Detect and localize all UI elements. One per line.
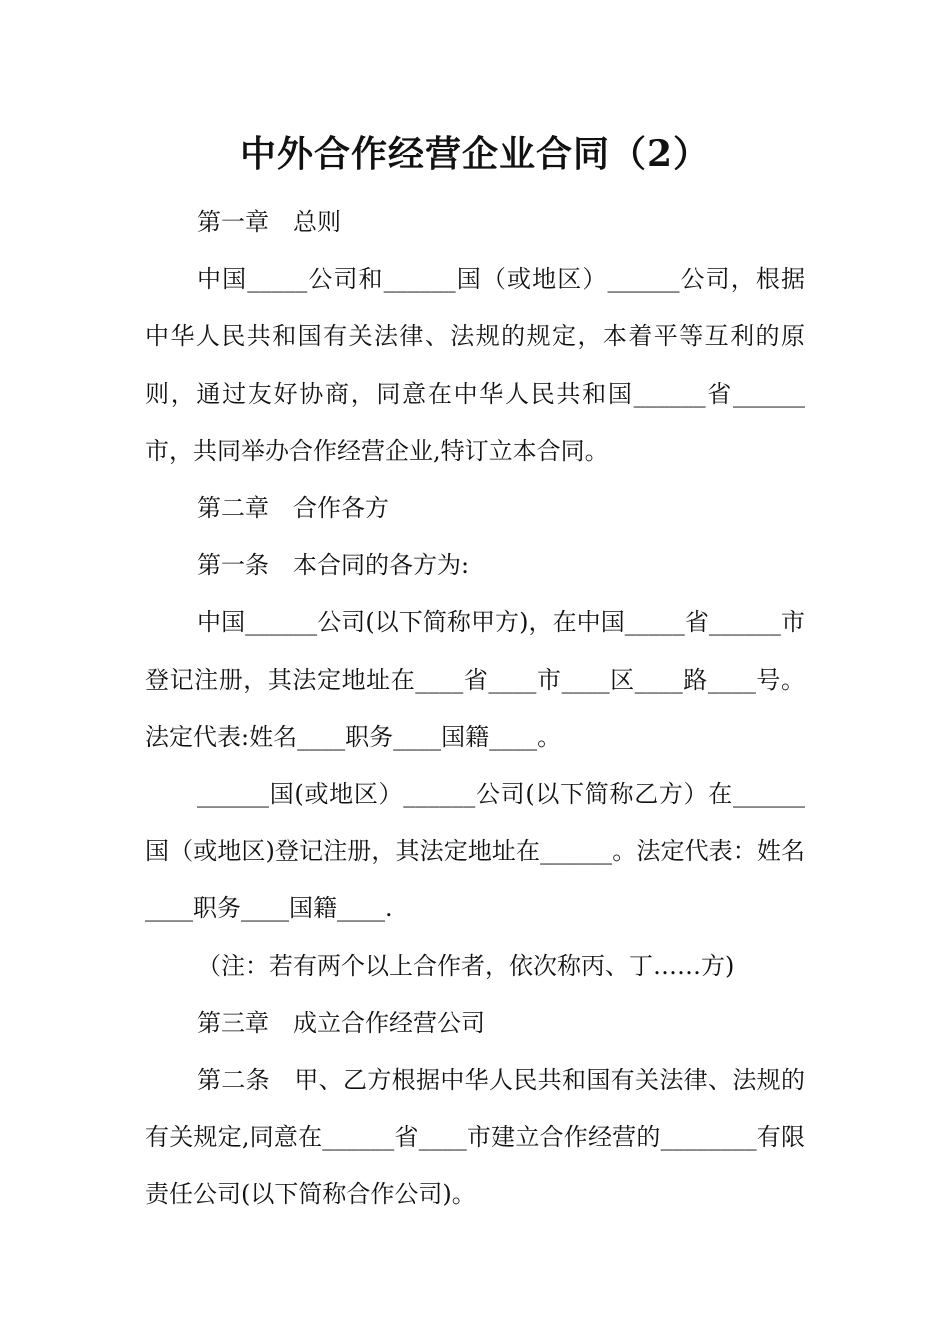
- chapter-2-heading: 第二章 合作各方: [197, 494, 389, 523]
- party-a-paragraph: 中国______公司(以下简称甲方)，在中国_____省______市登记注册，其法定地址在____省____市____区____路____号。法定代表:姓名____职务____国籍____。: [145, 608, 805, 751]
- preamble-paragraph: 中国_____公司和______国（或地区）______公司，根据中华人民共和国有关法律、法规的规定，本着平等互利的原则，通过友好协商，同意在中华人民共和国______省______市，共同举办合作经营企业,特订立本合同。: [145, 265, 805, 465]
- note-paragraph: （注：若有两个以上合作者，依次称丙、丁……方): [197, 951, 735, 980]
- chapter-1-heading: 第一章 总则: [197, 208, 341, 236]
- article-2-paragraph: 第二条 甲、乙方根据中华人民共和国有关法律、法规的有关规定,同意在______省____市建立合作经营的________有限责任公司(以下简称合作公司)。: [145, 1066, 805, 1209]
- article-1-paragraph: 第一条 本合同的各方为:: [197, 551, 470, 580]
- chapter-3-heading: 第三章 成立合作经营公司: [197, 1008, 485, 1037]
- document-title: 中外合作经营企业合同（2）: [239, 133, 711, 175]
- party-b-paragraph: ______国(或地区）______公司(以下简称乙方）在______国（或地区)登记注册，其法定地址在______。法定代表：姓名____职务____国籍____.: [145, 780, 805, 923]
- document-body: [145, 194, 805, 1224]
